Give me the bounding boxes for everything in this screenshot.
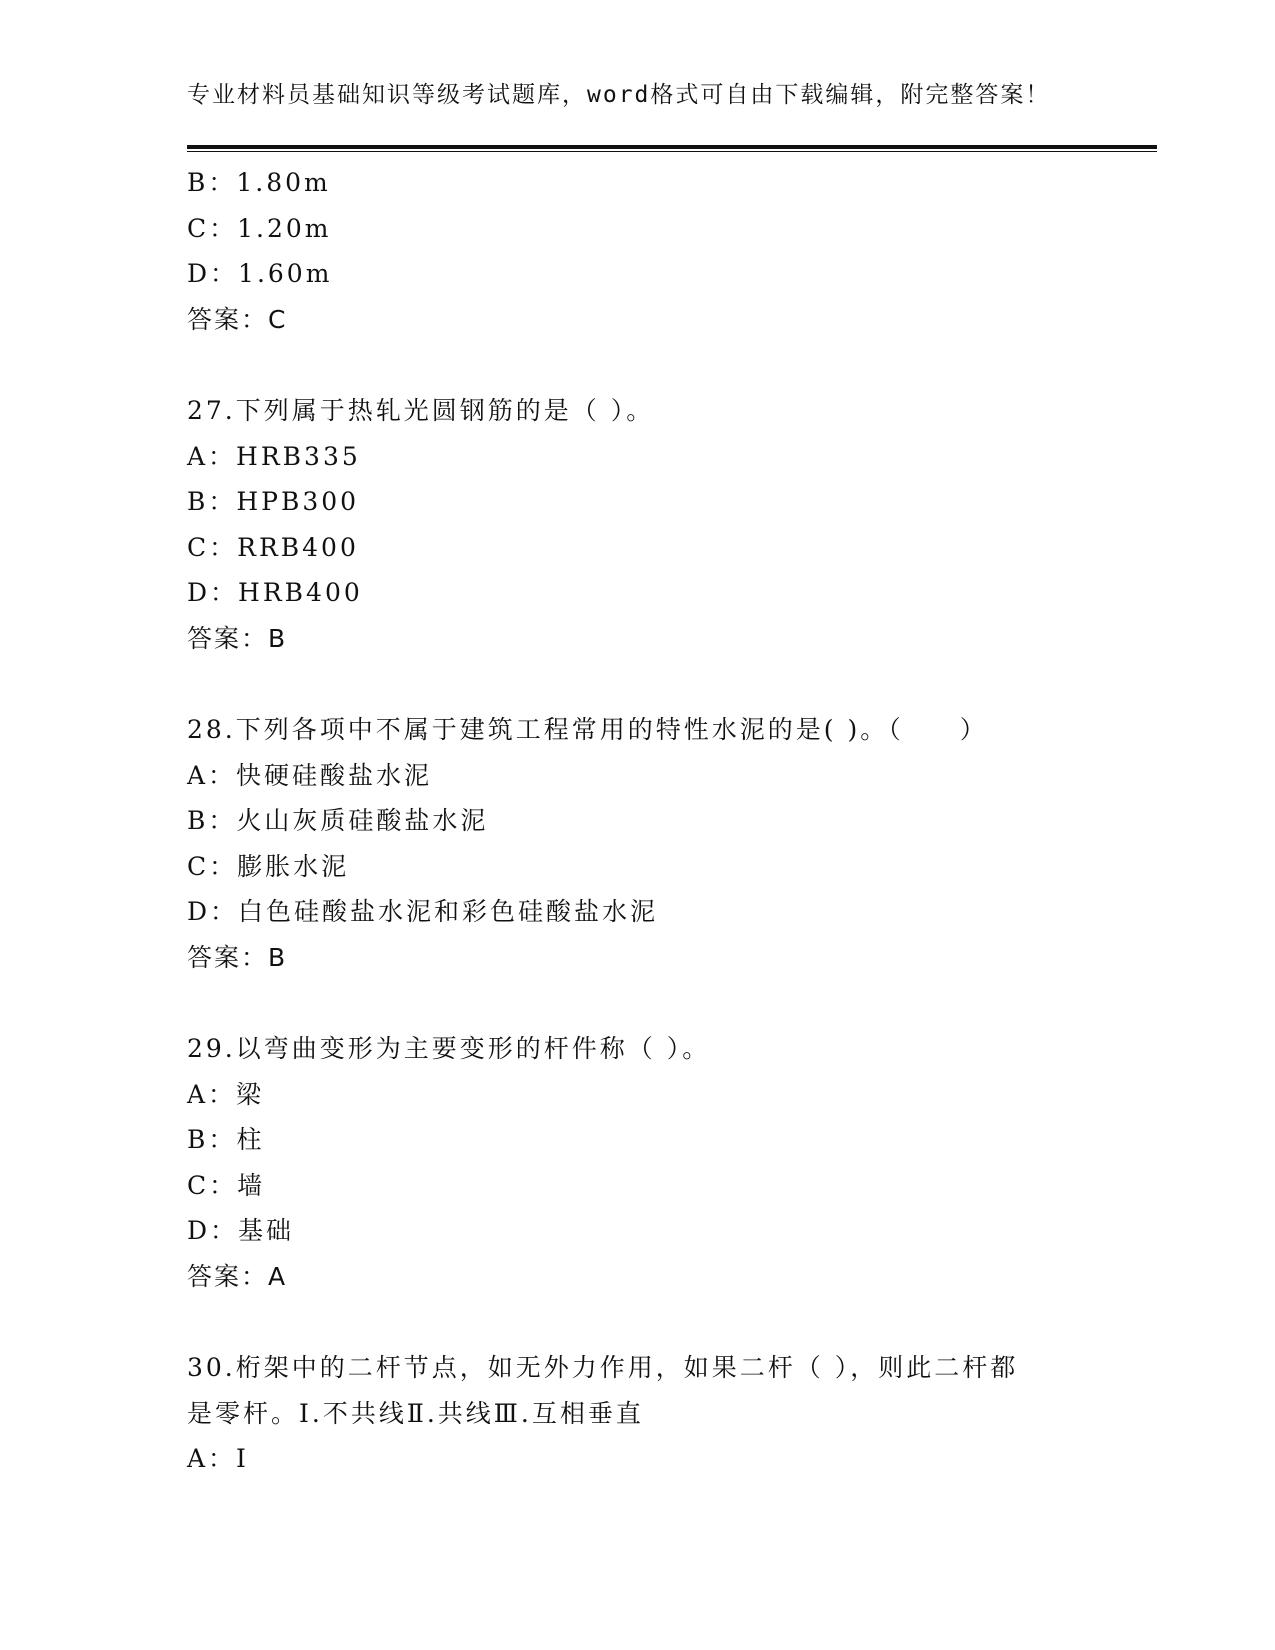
answer-line: 答案：A xyxy=(187,1261,288,1291)
spacer xyxy=(187,1299,1157,1345)
option-line: C：1.20m xyxy=(187,213,332,243)
option-line: D：1.60m xyxy=(187,259,333,288)
option-line: B：HPB300 xyxy=(187,487,360,516)
option-line: C：膨胀水泥 xyxy=(187,851,350,881)
spacer xyxy=(187,661,1157,707)
question-text: 30.桁架中的二杆节点，如无外力作用，如果二杆（ ），则此二杆都 xyxy=(187,1353,1019,1382)
question-content xyxy=(187,160,1157,1482)
option-line: B：火山灰质硅酸盐水泥 xyxy=(187,806,489,835)
question-30 xyxy=(187,1345,1157,1482)
option-line: B：柱 xyxy=(187,1125,265,1154)
answer-line: 答案：B xyxy=(187,942,288,972)
option-line: C：RRB400 xyxy=(187,532,359,562)
option-line: A：梁 xyxy=(187,1079,265,1109)
spacer xyxy=(187,342,1157,388)
question-28 xyxy=(187,707,1157,980)
option-line: C：墙 xyxy=(187,1170,266,1200)
question-29 xyxy=(187,1026,1157,1299)
answer-line: 答案：B xyxy=(187,623,288,653)
header-rule-thin xyxy=(187,151,1157,152)
option-line: A：快硬硅酸盐水泥 xyxy=(187,760,433,790)
question-text: 28.下列各项中不属于建筑工程常用的特性水泥的是( )。（ ） xyxy=(187,715,988,744)
option-line: D：白色硅酸盐水泥和彩色硅酸盐水泥 xyxy=(187,897,659,926)
page-header: 专业材料员基础知识等级考试题库，word格式可自由下载编辑，附完整答案！ xyxy=(187,82,1051,108)
prev-question-block xyxy=(187,160,1157,342)
question-text: 29.以弯曲变形为主要变形的杆件称（ ）。 xyxy=(187,1034,711,1063)
question-text: 27.下列属于热轧光圆钢筋的是（ ）。 xyxy=(187,396,655,425)
header-rule-thick xyxy=(187,145,1157,149)
option-line: D：HRB400 xyxy=(187,578,363,607)
option-line: D：基础 xyxy=(187,1216,295,1245)
option-line: A：HRB335 xyxy=(187,441,361,471)
question-27 xyxy=(187,388,1157,661)
question-text-continued: 是零杆。I.不共线Ⅱ.共线Ⅲ.互相垂直 xyxy=(187,1398,644,1428)
option-line: B：1.80m xyxy=(187,168,331,197)
answer-line: 答案：C xyxy=(187,304,288,334)
option-line: A：I xyxy=(187,1444,249,1473)
spacer xyxy=(187,980,1157,1026)
